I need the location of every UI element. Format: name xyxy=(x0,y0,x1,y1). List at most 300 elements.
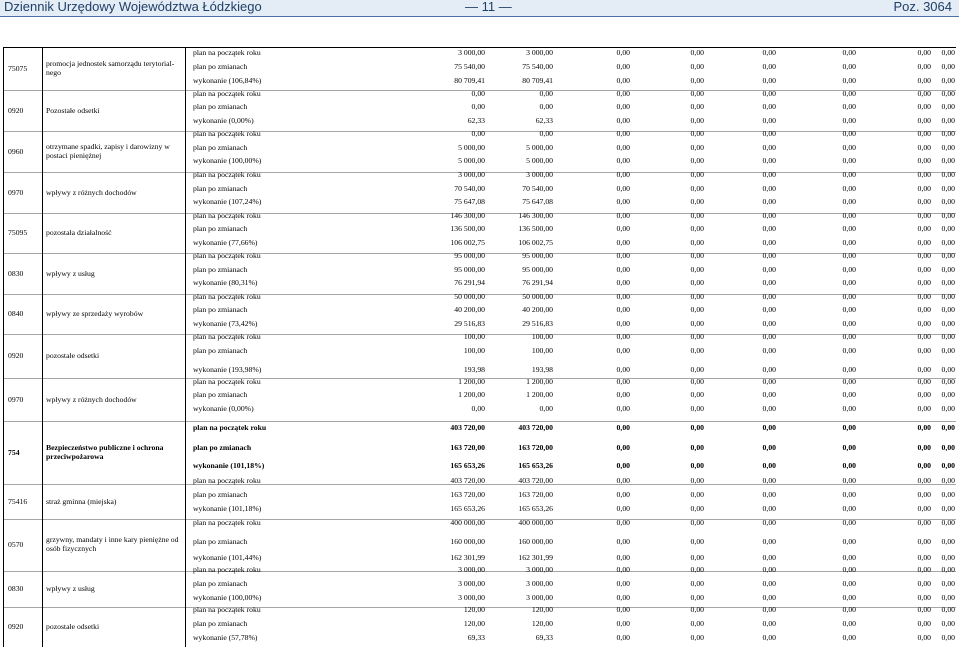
wplywy-uslugi-value: 0,00 xyxy=(616,251,630,260)
wplywy-uslugi-2-value: 3 000,00 xyxy=(526,565,553,574)
grzywny-mandaty-value: 400 000,00 xyxy=(518,518,553,527)
pozostale-odsetki-value: 62,33 xyxy=(535,116,553,125)
section-name: Bezpieczeństwo publiczne i ochrona przeciwpożarowa xyxy=(46,442,164,461)
pozostale-odsetki-value: 0,00 xyxy=(941,102,955,111)
promotion-value: 0,00 xyxy=(616,76,630,85)
spadki-zapisy-value: 0,00 xyxy=(616,129,630,138)
wplywy-rozne-2-value: 0,00 xyxy=(842,404,856,413)
straz-gminna-value: 0,00 xyxy=(917,476,931,485)
pozostale-odsetki-3-value: 0,00 xyxy=(917,633,931,642)
wplywy-rozne-value: 0,00 xyxy=(917,170,931,179)
pozostale-odsetki-3-value: 69,33 xyxy=(467,633,485,642)
row-label-plan-poczatek: plan na początek roku xyxy=(193,89,261,98)
wplywy-uslugi-value: 95 000,00 xyxy=(454,265,485,274)
bezpieczenstwo-total-value: 165 653,26 xyxy=(518,461,553,470)
wplywy-uslugi-value: 76 291,94 xyxy=(454,278,485,287)
wplywy-sprzedaz-value: 0,00 xyxy=(762,305,776,314)
wplywy-sprzedaz-value: 40 200,00 xyxy=(454,305,485,314)
pozostala-dzialalnosc-value: 136 500,00 xyxy=(450,224,485,233)
promotion-value: 0,00 xyxy=(941,76,955,85)
pozostale-odsetki-3-value: 120,00 xyxy=(463,605,485,614)
straz-gminna-value: 403 720,00 xyxy=(518,476,553,485)
promotion-value: 0,00 xyxy=(690,62,704,71)
row-label-wykonanie: wykonanie (101,18%) xyxy=(193,504,262,513)
row-label-wykonanie: wykonanie (80,31%) xyxy=(193,278,258,287)
pozostala-dzialalnosc-value: 0,00 xyxy=(762,224,776,233)
pozostale-odsetki-value: 0,00 xyxy=(616,102,630,111)
row-label-plan-poczatek: plan na początek roku xyxy=(193,170,261,179)
wplywy-rozne-2-value: 0,00 xyxy=(941,377,955,386)
promotion-value: 0,00 xyxy=(941,48,955,57)
wplywy-uslugi-value: 0,00 xyxy=(842,251,856,260)
spadki-zapisy-value: 0,00 xyxy=(941,129,955,138)
wplywy-rozne-2-value: 1 200,00 xyxy=(526,377,553,386)
pozostale-odsetki-value: 0,00 xyxy=(539,102,553,111)
row-label-plan-poczatek: plan na początek roku xyxy=(193,605,261,614)
spadki-zapisy-value: 0,00 xyxy=(690,129,704,138)
section-code: 75075 xyxy=(8,63,28,73)
wplywy-rozne-2-value: 0,00 xyxy=(917,377,931,386)
wplywy-uslugi-value: 0,00 xyxy=(842,265,856,274)
pozostala-dzialalnosc-value: 0,00 xyxy=(690,211,704,220)
pozostale-odsetki-2-value: 193,98 xyxy=(463,365,485,374)
section-code: 0830 xyxy=(8,584,24,593)
pozostala-dzialalnosc-value: 146 300,00 xyxy=(518,211,553,220)
section-name: pozostałe odsetki xyxy=(46,622,100,631)
pozostala-dzialalnosc-value: 0,00 xyxy=(842,211,856,220)
section-code: 0920 xyxy=(8,105,24,115)
pozostale-odsetki-2-value: 0,00 xyxy=(917,365,931,374)
wplywy-rozne-value: 0,00 xyxy=(842,184,856,193)
pozostale-odsetki-3-value: 0,00 xyxy=(941,633,955,642)
pozostale-odsetki-value: 0,00 xyxy=(690,102,704,111)
spadki-zapisy-value: 0,00 xyxy=(941,156,955,165)
wplywy-rozne-2-value: 0,00 xyxy=(616,390,630,399)
bezpieczenstwo-total-value: 0,00 xyxy=(941,443,955,452)
page-number: — 11 — xyxy=(465,0,512,14)
row-label-wykonanie: wykonanie (107,24%) xyxy=(193,197,262,206)
wplywy-uslugi-value: 0,00 xyxy=(690,278,704,287)
wplywy-rozne-value: 0,00 xyxy=(762,184,776,193)
pozostale-odsetki-2-value: 100,00 xyxy=(463,346,485,355)
wplywy-uslugi-2-value: 0,00 xyxy=(917,565,931,574)
wplywy-uslugi-value: 0,00 xyxy=(941,265,955,274)
row-label-wykonanie: wykonanie (77,66%) xyxy=(193,238,258,247)
straz-gminna-value: 163 720,00 xyxy=(450,490,485,499)
wplywy-sprzedaz-value: 0,00 xyxy=(762,319,776,328)
spadki-zapisy-value: 0,00 xyxy=(941,143,955,152)
wplywy-rozne-2-value: 0,00 xyxy=(842,390,856,399)
bezpieczenstwo-total-value: 0,00 xyxy=(941,461,955,470)
wplywy-rozne-value: 70 540,00 xyxy=(522,184,553,193)
spadki-zapisy-value: 0,00 xyxy=(842,129,856,138)
wplywy-uslugi-2-value: 0,00 xyxy=(616,579,630,588)
bezpieczenstwo-total-value: 0,00 xyxy=(762,423,776,432)
spadki-zapisy-value: 0,00 xyxy=(917,129,931,138)
bezpieczenstwo-total-value: 0,00 xyxy=(941,423,955,432)
straz-gminna-value: 165 653,26 xyxy=(450,504,485,513)
pozostale-odsetki-3-value: 0,00 xyxy=(616,619,630,628)
row-label-plan-poczatek: plan na początek roku xyxy=(193,476,261,485)
promotion-value: 0,00 xyxy=(762,76,776,85)
bezpieczenstwo-total-value: 0,00 xyxy=(690,423,704,432)
wplywy-sprzedaz-value: 0,00 xyxy=(690,305,704,314)
pozostale-odsetki-value: 0,00 xyxy=(762,89,776,98)
pozostale-odsetki-3-value: 0,00 xyxy=(842,633,856,642)
pozostale-odsetki-2-value: 0,00 xyxy=(762,365,776,374)
bezpieczenstwo-total-value: 0,00 xyxy=(842,423,856,432)
promotion-value: 0,00 xyxy=(917,76,931,85)
wplywy-rozne-value: 0,00 xyxy=(690,197,704,206)
promotion-value: 0,00 xyxy=(842,48,856,57)
row-label-plan-po-zmianach: plan po zmianach xyxy=(193,305,248,314)
wplywy-rozne-value: 0,00 xyxy=(616,170,630,179)
pozostale-odsetki-value: 0,00 xyxy=(917,89,931,98)
wplywy-uslugi-2-value: 0,00 xyxy=(762,593,776,602)
wplywy-uslugi-2-value: 0,00 xyxy=(842,579,856,588)
pozostale-odsetki-3-value: 0,00 xyxy=(762,619,776,628)
row-label-plan-poczatek: plan na początek roku xyxy=(193,423,267,432)
row-label-wykonanie: wykonanie (100,00%) xyxy=(193,593,262,602)
grzywny-mandaty-value: 160 000,00 xyxy=(518,537,553,546)
wplywy-sprzedaz-value: 0,00 xyxy=(690,292,704,301)
section-code: 0970 xyxy=(8,187,24,197)
spadki-zapisy-value: 0,00 xyxy=(917,156,931,165)
pozostala-dzialalnosc-value: 0,00 xyxy=(842,238,856,247)
row-label-plan-poczatek: plan na początek roku xyxy=(193,377,261,386)
section-code: 0920 xyxy=(8,622,24,631)
promotion-value: 0,00 xyxy=(616,62,630,71)
section-code: 0830 xyxy=(8,268,24,278)
wplywy-rozne-2-value: 1 200,00 xyxy=(526,390,553,399)
straz-gminna-value: 165 653,26 xyxy=(518,504,553,513)
promotion-value: 0,00 xyxy=(917,62,931,71)
pozostale-odsetki-3-value: 69,33 xyxy=(535,633,553,642)
promotion-value: 0,00 xyxy=(842,76,856,85)
wplywy-rozne-value: 3 000,00 xyxy=(458,170,485,179)
pozostale-odsetki-2-value: 0,00 xyxy=(842,332,856,341)
pozostale-odsetki-2-value: 193,98 xyxy=(531,365,553,374)
wplywy-uslugi-2-value: 0,00 xyxy=(941,593,955,602)
promotion-value: 75 540,00 xyxy=(454,62,485,71)
spadki-zapisy-value: 0,00 xyxy=(842,156,856,165)
wplywy-rozne-value: 0,00 xyxy=(941,184,955,193)
pozostale-odsetki-3-value: 0,00 xyxy=(941,605,955,614)
wplywy-uslugi-2-value: 0,00 xyxy=(690,565,704,574)
row-label-plan-poczatek: plan na początek roku xyxy=(193,518,261,527)
promotion-value: 80 709,41 xyxy=(522,76,553,85)
row-label-wykonanie: wykonanie (193,98%) xyxy=(193,365,262,374)
pozostale-odsetki-2-value: 0,00 xyxy=(917,346,931,355)
wplywy-uslugi-2-value: 0,00 xyxy=(690,579,704,588)
wplywy-uslugi-value: 0,00 xyxy=(762,251,776,260)
row-label-plan-po-zmianach: plan po zmianach xyxy=(193,579,248,588)
promotion-value: 0,00 xyxy=(690,76,704,85)
row-label-plan-po-zmianach: plan po zmianach xyxy=(193,619,248,628)
pozostale-odsetki-2-value: 0,00 xyxy=(690,365,704,374)
section-code: 0920 xyxy=(8,351,24,360)
spadki-zapisy-value: 0,00 xyxy=(471,129,485,138)
row-label-plan-po-zmianach: plan po zmianach xyxy=(193,62,248,71)
grzywny-mandaty-value: 0,00 xyxy=(917,518,931,527)
bezpieczenstwo-total-value: 0,00 xyxy=(616,443,630,452)
spadki-zapisy-value: 0,00 xyxy=(762,156,776,165)
row-label-wykonanie: wykonanie (100,00%) xyxy=(193,156,262,165)
position-number: Poz. 3064 xyxy=(893,0,952,14)
group-divider xyxy=(3,334,956,335)
wplywy-uslugi-2-value: 0,00 xyxy=(842,565,856,574)
row-label-wykonanie: wykonanie (0,00%) xyxy=(193,116,254,125)
row-label-plan-po-zmianach: plan po zmianach xyxy=(193,390,248,399)
section-code: 0840 xyxy=(8,309,24,318)
wplywy-sprzedaz-value: 0,00 xyxy=(842,305,856,314)
group-divider xyxy=(3,571,956,572)
section-name: wpływy z usług xyxy=(46,268,95,278)
bezpieczenstwo-total-value: 165 653,26 xyxy=(450,461,485,470)
wplywy-rozne-value: 0,00 xyxy=(616,184,630,193)
pozostale-odsetki-2-value: 0,00 xyxy=(842,346,856,355)
row-label-plan-poczatek: plan na początek roku xyxy=(193,129,261,138)
pozostale-odsetki-3-value: 0,00 xyxy=(690,633,704,642)
bezpieczenstwo-total-value: 0,00 xyxy=(616,423,630,432)
pozostale-odsetki-value: 0,00 xyxy=(539,89,553,98)
pozostale-odsetki-2-value: 0,00 xyxy=(842,365,856,374)
straz-gminna-value: 0,00 xyxy=(842,504,856,513)
wplywy-uslugi-2-value: 3 000,00 xyxy=(458,565,485,574)
group-divider xyxy=(3,131,956,132)
section-code: 75095 xyxy=(8,228,28,237)
section-name: grzywny, mandaty i inne kary pieniężne od osób fizycznych xyxy=(46,535,179,553)
spadki-zapisy-value: 0,00 xyxy=(842,143,856,152)
grzywny-mandaty-value: 0,00 xyxy=(616,537,630,546)
wplywy-uslugi-2-value: 0,00 xyxy=(616,565,630,574)
grzywny-mandaty-value: 0,00 xyxy=(762,537,776,546)
group-divider xyxy=(3,519,956,520)
pozostala-dzialalnosc-value: 0,00 xyxy=(917,238,931,247)
row-label-plan-po-zmianach: plan po zmianach xyxy=(193,537,248,546)
wplywy-sprzedaz-value: 50 000,00 xyxy=(522,292,553,301)
row-label-wykonanie: wykonanie (106,84%) xyxy=(193,76,262,85)
wplywy-uslugi-value: 0,00 xyxy=(616,278,630,287)
pozostale-odsetki-2-value: 0,00 xyxy=(762,332,776,341)
row-label-plan-poczatek: plan na początek roku xyxy=(193,211,261,220)
straz-gminna-value: 0,00 xyxy=(616,476,630,485)
pozostala-dzialalnosc-value: 0,00 xyxy=(941,211,955,220)
pozostala-dzialalnosc-value: 0,00 xyxy=(762,238,776,247)
wplywy-rozne-value: 0,00 xyxy=(690,170,704,179)
wplywy-rozne-value: 0,00 xyxy=(842,170,856,179)
wplywy-rozne-2-value: 0,00 xyxy=(917,404,931,413)
wplywy-rozne-2-value: 0,00 xyxy=(690,404,704,413)
group-divider xyxy=(3,294,956,295)
group-divider xyxy=(3,253,956,254)
bezpieczenstwo-total-value: 0,00 xyxy=(616,461,630,470)
pozostale-odsetki-3-value: 120,00 xyxy=(531,605,553,614)
bezpieczenstwo-total-value: 0,00 xyxy=(690,443,704,452)
grzywny-mandaty-value: 0,00 xyxy=(941,537,955,546)
promotion-value: 0,00 xyxy=(762,48,776,57)
pozostale-odsetki-value: 0,00 xyxy=(842,102,856,111)
wplywy-rozne-value: 0,00 xyxy=(690,184,704,193)
straz-gminna-value: 403 720,00 xyxy=(450,476,485,485)
grzywny-mandaty-value: 0,00 xyxy=(941,518,955,527)
wplywy-sprzedaz-value: 29 516,83 xyxy=(454,319,485,328)
wplywy-rozne-2-value: 0,00 xyxy=(917,390,931,399)
straz-gminna-value: 0,00 xyxy=(616,504,630,513)
grzywny-mandaty-value: 0,00 xyxy=(762,518,776,527)
straz-gminna-value: 0,00 xyxy=(917,504,931,513)
straz-gminna-value: 0,00 xyxy=(941,490,955,499)
bezpieczenstwo-total-value: 0,00 xyxy=(842,461,856,470)
promotion-value: 3 000,00 xyxy=(526,48,553,57)
pozostale-odsetki-value: 0,00 xyxy=(762,116,776,125)
pozostale-odsetki-2-value: 0,00 xyxy=(616,346,630,355)
grzywny-mandaty-value: 0,00 xyxy=(842,537,856,546)
bezpieczenstwo-total-value: 403 720,00 xyxy=(450,423,485,432)
pozostala-dzialalnosc-value: 106 002,75 xyxy=(518,238,553,247)
pozostale-odsetki-2-value: 100,00 xyxy=(463,332,485,341)
wplywy-rozne-value: 70 540,00 xyxy=(454,184,485,193)
bezpieczenstwo-total-value: 0,00 xyxy=(762,461,776,470)
spadki-zapisy-value: 0,00 xyxy=(762,143,776,152)
wplywy-sprzedaz-value: 50 000,00 xyxy=(454,292,485,301)
grzywny-mandaty-value: 0,00 xyxy=(917,553,931,562)
wplywy-rozne-2-value: 0,00 xyxy=(690,377,704,386)
straz-gminna-value: 0,00 xyxy=(842,476,856,485)
straz-gminna-value: 0,00 xyxy=(842,490,856,499)
pozostale-odsetki-value: 0,00 xyxy=(842,116,856,125)
table-divider-code xyxy=(42,47,43,647)
pozostale-odsetki-value: 0,00 xyxy=(917,116,931,125)
group-divider xyxy=(3,90,956,91)
row-label-plan-po-zmianach: plan po zmianach xyxy=(193,102,248,111)
promotion-value: 80 709,41 xyxy=(454,76,485,85)
wplywy-sprzedaz-value: 0,00 xyxy=(616,319,630,328)
pozostala-dzialalnosc-value: 0,00 xyxy=(690,224,704,233)
section-name: promocja jednostek samorządu terytorial- nego xyxy=(46,58,175,77)
wplywy-rozne-value: 0,00 xyxy=(917,197,931,206)
row-label-plan-po-zmianach: plan po zmianach xyxy=(193,143,248,152)
pozostale-odsetki-3-value: 0,00 xyxy=(616,605,630,614)
wplywy-uslugi-value: 0,00 xyxy=(941,278,955,287)
pozostala-dzialalnosc-value: 0,00 xyxy=(941,224,955,233)
grzywny-mandaty-value: 162 301,99 xyxy=(518,553,553,562)
pozostale-odsetki-value: 0,00 xyxy=(842,89,856,98)
pozostale-odsetki-value: 0,00 xyxy=(471,102,485,111)
row-label-wykonanie: wykonanie (101,18%) xyxy=(193,461,265,470)
wplywy-uslugi-value: 0,00 xyxy=(762,278,776,287)
spadki-zapisy-value: 5 000,00 xyxy=(458,156,485,165)
pozostala-dzialalnosc-value: 106 002,75 xyxy=(450,238,485,247)
wplywy-rozne-2-value: 0,00 xyxy=(690,390,704,399)
spadki-zapisy-value: 0,00 xyxy=(917,143,931,152)
wplywy-rozne-2-value: 0,00 xyxy=(539,404,553,413)
wplywy-sprzedaz-value: 0,00 xyxy=(941,305,955,314)
straz-gminna-value: 0,00 xyxy=(762,476,776,485)
wplywy-rozne-value: 0,00 xyxy=(762,197,776,206)
pozostala-dzialalnosc-value: 0,00 xyxy=(842,224,856,233)
wplywy-rozne-2-value: 0,00 xyxy=(842,377,856,386)
group-divider xyxy=(3,484,956,485)
promotion-value: 75 540,00 xyxy=(522,62,553,71)
wplywy-sprzedaz-value: 40 200,00 xyxy=(522,305,553,314)
pozostale-odsetki-2-value: 0,00 xyxy=(941,346,955,355)
promotion-value: 3 000,00 xyxy=(458,48,485,57)
pozostale-odsetki-2-value: 0,00 xyxy=(941,332,955,341)
pozostala-dzialalnosc-value: 0,00 xyxy=(690,238,704,247)
straz-gminna-value: 0,00 xyxy=(762,504,776,513)
journal-title: Dziennik Urzędowy Województwa Łódzkiego xyxy=(4,0,262,14)
wplywy-rozne-2-value: 0,00 xyxy=(762,377,776,386)
promotion-value: 0,00 xyxy=(616,48,630,57)
row-label-plan-poczatek: plan na początek roku xyxy=(193,251,261,260)
pozostale-odsetki-2-value: 100,00 xyxy=(531,332,553,341)
row-label-plan-po-zmianach: plan po zmianach xyxy=(193,184,248,193)
wplywy-uslugi-value: 0,00 xyxy=(690,265,704,274)
bezpieczenstwo-total-value: 0,00 xyxy=(917,461,931,470)
pozostale-odsetki-3-value: 0,00 xyxy=(616,633,630,642)
wplywy-uslugi-2-value: 0,00 xyxy=(842,593,856,602)
pozostale-odsetki-3-value: 0,00 xyxy=(941,619,955,628)
row-label-wykonanie: wykonanie (73,42%) xyxy=(193,319,258,328)
section-name: wpływy z różnych dochodów xyxy=(46,394,137,404)
straz-gminna-value: 0,00 xyxy=(616,490,630,499)
grzywny-mandaty-value: 0,00 xyxy=(690,537,704,546)
grzywny-mandaty-value: 0,00 xyxy=(842,518,856,527)
row-label-plan-poczatek: plan na początek roku xyxy=(193,292,261,301)
wplywy-uslugi-2-value: 0,00 xyxy=(941,565,955,574)
wplywy-uslugi-2-value: 3 000,00 xyxy=(526,593,553,602)
pozostale-odsetki-2-value: 0,00 xyxy=(616,332,630,341)
pozostale-odsetki-value: 0,00 xyxy=(941,116,955,125)
wplywy-uslugi-value: 0,00 xyxy=(917,265,931,274)
wplywy-rozne-2-value: 0,00 xyxy=(762,404,776,413)
pozostale-odsetki-3-value: 120,00 xyxy=(531,619,553,628)
row-label-plan-po-zmianach: plan po zmianach xyxy=(193,224,248,233)
wplywy-sprzedaz-value: 29 516,83 xyxy=(522,319,553,328)
wplywy-uslugi-2-value: 0,00 xyxy=(917,579,931,588)
section-name: wpływy z usług xyxy=(46,584,95,593)
pozostale-odsetki-3-value: 0,00 xyxy=(762,605,776,614)
wplywy-uslugi-value: 0,00 xyxy=(762,265,776,274)
spadki-zapisy-value: 5 000,00 xyxy=(526,143,553,152)
section-name: Pozostałe odsetki xyxy=(46,105,100,115)
bezpieczenstwo-total-value: 403 720,00 xyxy=(518,423,553,432)
wplywy-sprzedaz-value: 0,00 xyxy=(842,292,856,301)
group-divider xyxy=(3,607,956,608)
spadki-zapisy-value: 0,00 xyxy=(616,156,630,165)
pozostale-odsetki-3-value: 0,00 xyxy=(762,633,776,642)
pozostale-odsetki-2-value: 0,00 xyxy=(762,346,776,355)
section-name: pozostała działalność xyxy=(46,228,112,237)
grzywny-mandaty-value: 160 000,00 xyxy=(450,537,485,546)
wplywy-uslugi-2-value: 3 000,00 xyxy=(458,579,485,588)
row-label-plan-po-zmianach: plan po zmianach xyxy=(193,490,248,499)
section-code: 0570 xyxy=(8,540,24,549)
wplywy-sprzedaz-value: 0,00 xyxy=(917,305,931,314)
pozostale-odsetki-value: 0,00 xyxy=(616,116,630,125)
section-name: pozostałe odsetki xyxy=(46,351,100,360)
spadki-zapisy-value: 0,00 xyxy=(690,143,704,152)
wplywy-uslugi-value: 95 000,00 xyxy=(522,265,553,274)
promotion-value: 0,00 xyxy=(917,48,931,57)
wplywy-rozne-2-value: 1 200,00 xyxy=(458,377,485,386)
section-name: otrzymane spadki, zapisy i darowizny w postaci pieniężnej xyxy=(46,141,170,160)
wplywy-sprzedaz-value: 0,00 xyxy=(690,319,704,328)
table-divider-desc xyxy=(185,47,186,647)
row-label-wykonanie: wykonanie (101,44%) xyxy=(193,553,262,562)
pozostale-odsetki-3-value: 0,00 xyxy=(842,619,856,628)
